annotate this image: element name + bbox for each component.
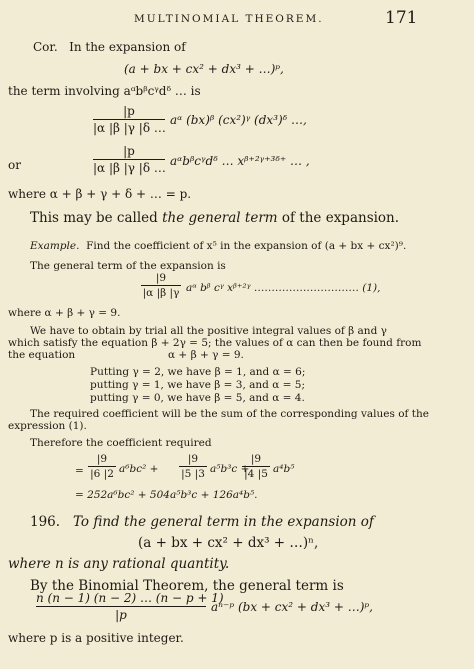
example-req1: The required coefficient will be the sum of the corresponding values of the — [30, 408, 429, 420]
general-term-prefix: This may be called — [30, 210, 163, 226]
section-fraction-bar — [36, 606, 206, 607]
equation-prefix: = — [75, 465, 84, 477]
coef-fraction-2-numerator: |9 — [187, 453, 199, 465]
coef-fraction-1-numerator: |9 — [96, 453, 108, 465]
example-put3: putting γ = 0, we have β = 5, and α = 4. — [90, 392, 305, 404]
section-where-line: where n is any rational quantity. — [8, 556, 230, 572]
example-text: Find the coefficient of x⁵ in the expansion of (a + bx + cx²)⁹. — [86, 240, 407, 252]
coef-fraction-2-tail: a⁵b³c + — [210, 463, 250, 475]
example-fraction-bar — [141, 285, 181, 286]
cor-where-line: where α + β + γ + δ + … = p. — [8, 187, 192, 201]
coef-fraction-3-bar — [242, 466, 270, 467]
section-196-heading — [30, 514, 374, 530]
cor-expression: (a + bx + cx² + dx³ + …)ᵖ, — [124, 62, 284, 76]
fraction-2 — [93, 144, 165, 175]
section-binomial-line: By the Binomial Theorem, the general term is — [30, 578, 344, 594]
coef-fraction-1-tail: a⁶bc² + — [119, 463, 159, 475]
coef-fraction-2-denominator: |5 |3 — [181, 468, 205, 480]
general-term-italic: the general term — [162, 210, 278, 226]
example-therefore: Therefore the coefficient required — [30, 437, 212, 449]
fraction-1-tail: aᵅ (bx)ᵝ (cx²)ᵞ (dx³)ᵟ …, — [170, 113, 307, 127]
section-fraction — [36, 591, 224, 622]
example-para1: We have to obtain by trial all the positive integral values of β and γ — [30, 325, 387, 337]
section-number: 196. — [30, 514, 61, 530]
example-para3-eq: α + β + γ = 9. — [168, 349, 244, 361]
section-fraction-numerator: n (n − 1) (n − 2) … (n − p + 1) — [36, 591, 224, 605]
coef-fraction-3-numerator: |9 — [250, 453, 262, 465]
example-line — [30, 240, 406, 252]
fraction-2-tail: aᵅbᵝcᵞdᵟ … xᵝ⁺²ᵞ⁺³ᵟ⁺ … , — [170, 154, 310, 168]
coef-fraction-3-denominator: |4 |5 — [244, 468, 268, 480]
running-title: MULTINOMIAL THEOREM. — [134, 13, 324, 25]
section-fraction-denominator: |p — [115, 608, 127, 622]
section-last-line: where p is a positive integer. — [8, 631, 184, 645]
general-term-suffix: of the expansion. — [277, 210, 400, 226]
coef-fraction-1-bar — [88, 466, 116, 467]
cor-text: In the expansion of — [69, 40, 186, 54]
fraction-2-numerator: |p — [123, 144, 135, 158]
example-label: Example. — [30, 240, 80, 252]
fraction-2-bar — [93, 159, 165, 160]
fraction-1-numerator: |p — [123, 104, 135, 118]
example-fraction — [141, 272, 181, 299]
example-fraction-numerator: |9 — [155, 272, 167, 284]
or-label: or — [8, 158, 21, 172]
example-req2: expression (1). — [8, 420, 87, 432]
section-fraction-tail: aⁿ⁻ᵖ (bx + cx² + dx³ + …)ᵖ, — [211, 600, 373, 614]
cor-term-line: the term involving aᵅbᵝcᵞdᵟ … is — [8, 84, 201, 98]
example-put2: putting γ = 1, we have β = 3, and α = 5; — [90, 379, 306, 391]
fraction-1-denominator: |α |β |γ |δ … — [93, 121, 166, 135]
example-where-line: where α + β + γ = 9. — [8, 307, 121, 319]
general-term-line — [30, 210, 399, 226]
coef-fraction-3 — [242, 453, 270, 480]
fraction-1 — [93, 104, 165, 135]
example-line2: The general term of the expansion is — [30, 260, 226, 272]
example-fraction-denominator: |α |β |γ — [142, 287, 180, 299]
coef-fraction-2-bar — [179, 466, 207, 467]
coef-fraction-2 — [179, 453, 207, 480]
coefficient-result: = 252a⁶bc² + 504a⁵b³c + 126a⁴b⁵. — [75, 489, 258, 501]
example-put1: Putting γ = 2, we have β = 1, and α = 6; — [90, 366, 306, 378]
section-title: To find the general term in the expansion of — [72, 514, 374, 530]
coef-fraction-3-tail: a⁴b⁵ — [273, 463, 295, 475]
section-expression: (a + bx + cx² + dx³ + …)ⁿ, — [138, 535, 319, 551]
cor-label: Cor. — [33, 40, 58, 54]
page-number: 171 — [385, 8, 418, 28]
example-fraction-tail: aᵅ bᵝ cᵞ xᵝ⁺²ᵞ ………………………… (1), — [186, 282, 381, 294]
coef-fraction-1 — [88, 453, 116, 480]
corollary-label — [33, 40, 186, 54]
example-para3: the equation — [8, 349, 76, 361]
example-para2: which satisfy the equation β + 2γ = 5; the values of α can then be found from — [8, 337, 422, 349]
fraction-1-bar — [93, 119, 165, 120]
coef-fraction-1-denominator: |6 |2 — [90, 468, 114, 480]
fraction-2-denominator: |α |β |γ |δ … — [93, 161, 166, 175]
